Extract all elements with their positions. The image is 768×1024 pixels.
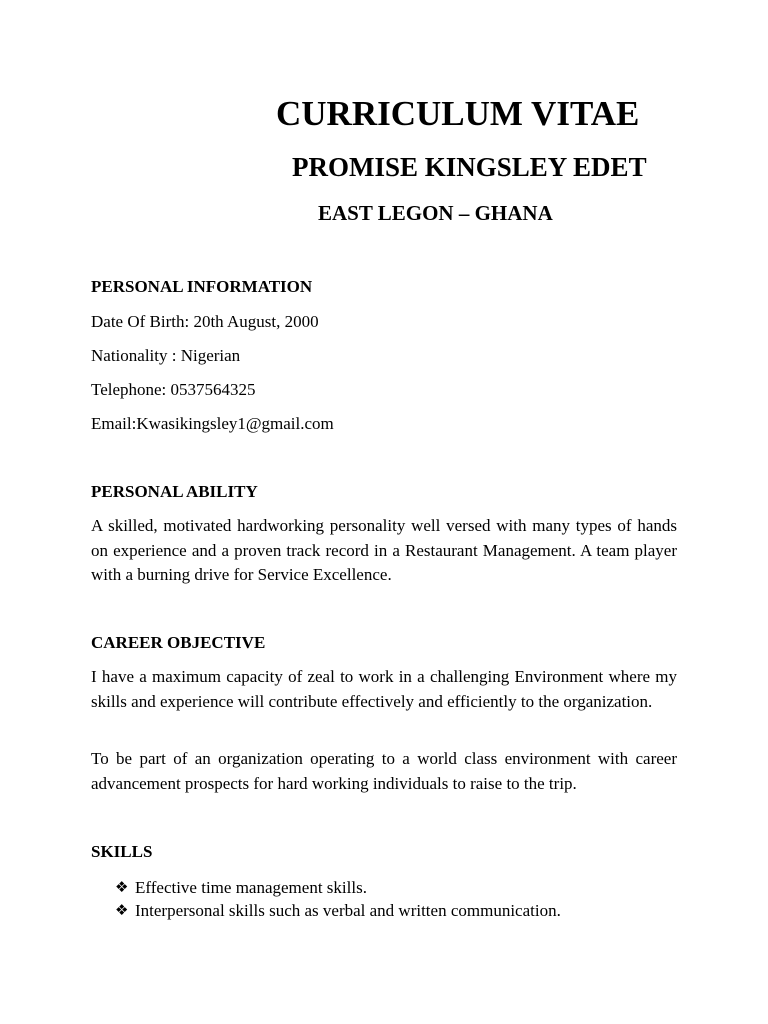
personal-ability-text: A skilled, motivated hardworking personality well versed with many types of hands on experience and a proven track record in a Restaurant Management. A team player with a burning drive for Service Excellence. — [91, 516, 677, 584]
career-objective-paragraph-1: I have a maximum capacity of zeal to work in a challenging Environment where my skills and experience will contribute effectively and efficiently to the organization. — [91, 667, 677, 711]
date-of-birth: Date Of Birth: 20th August, 2000 — [91, 312, 319, 331]
career-objective-heading: CAREER OBJECTIVE — [91, 633, 266, 652]
diamond-bullet-icon: ❖ — [115, 878, 129, 896]
skills-list — [115, 876, 561, 922]
candidate-location: EAST LEGON – GHANA — [318, 201, 553, 225]
skill-item — [115, 899, 561, 922]
skills-heading: SKILLS — [91, 842, 153, 861]
telephone: Telephone: 0537564325 — [91, 380, 256, 399]
email: Email:Kwasikingsley1@gmail.com — [91, 414, 334, 433]
skill-item-label: Effective time management skills. — [135, 878, 367, 897]
candidate-name: PROMISE KINGSLEY EDET — [292, 152, 647, 182]
skill-item-label: Interpersonal skills such as verbal and written communication. — [135, 901, 561, 920]
skill-item — [115, 876, 561, 899]
personal-ability-heading: PERSONAL ABILITY — [91, 482, 258, 501]
nationality: Nationality : Nigerian — [91, 346, 241, 365]
personal-information-heading: PERSONAL INFORMATION — [91, 277, 313, 296]
career-objective-paragraph-2: To be part of an organization operating to a world class environment with career advancement prospects for hard working individuals to raise to the trip. — [91, 749, 677, 793]
diamond-bullet-icon: ❖ — [115, 901, 129, 919]
document-title: CURRICULUM VITAE — [276, 94, 640, 133]
